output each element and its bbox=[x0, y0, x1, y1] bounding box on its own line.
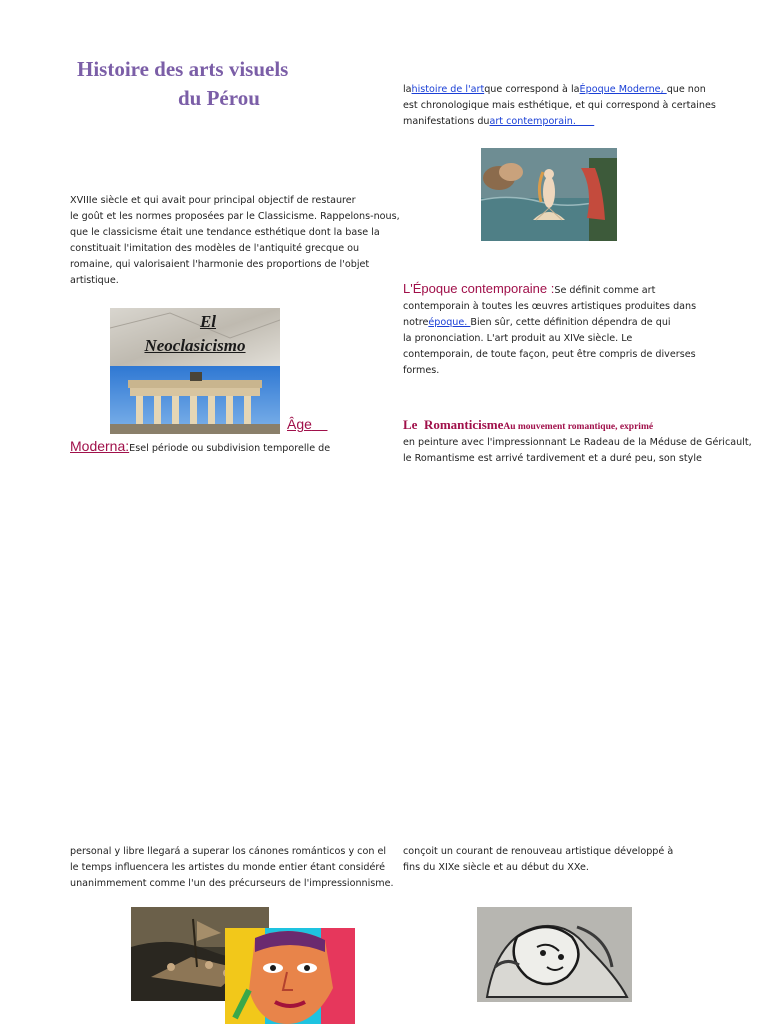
age-moderne-block bbox=[70, 436, 330, 457]
intro-line: le goût et les normes proposées par le Classicisme. Rappelons-nous, bbox=[70, 211, 400, 222]
contemporary-art-link[interactable]: art contemporain. bbox=[489, 116, 595, 127]
caption-line-2: Neoclasicismo bbox=[144, 336, 246, 355]
intro-line: que le classicisme était une tendance esthétique dont la base la bbox=[70, 227, 380, 238]
colorful-portrait-image bbox=[225, 928, 355, 1024]
romanticism-paragraph: Le RomanticismeAu mouvement romantique, exprimé en peinture avec l'impressionnant Le Radeau de la Méduse de Géricault, le Romantisme est arrivé tardivement et a duré peu, son style bbox=[403, 417, 752, 464]
romanticism-heading: Le Romanticisme bbox=[403, 417, 504, 432]
age-moderne-heading-part1: Âge bbox=[287, 416, 312, 432]
title-line-2: du Pérou bbox=[178, 86, 260, 110]
intro-line: romaine, qui valorisaient l'harmonie des proportions de l'objet bbox=[70, 259, 370, 270]
art-history-paragraph: lahistoire de l'artque correspond à laÉpoque Moderne, que non est chronologique mais esthétique, et qui correspond à certaines manifestations duart contemporain. bbox=[403, 84, 716, 127]
age-moderne-text: Esel période ou subdivision temporelle de bbox=[129, 443, 331, 454]
romanticism-subheading: Au mouvement romantique, exprimé bbox=[503, 422, 654, 432]
neoclassicism-image bbox=[110, 308, 280, 434]
bottom-right-paragraph: conçoit un courant de renouveau artistique développé à fins du XIXe siècle et au début du XXe. bbox=[403, 846, 674, 873]
bottom-left-paragraph: personal y libre llegará a superar los cánones románticos y con el le temps influencera les artistes du monde entier étant considéré unanimmement comme l'un des précurseurs de l'impressionnisme. bbox=[70, 846, 394, 889]
art-history-link[interactable]: histoire de l'art bbox=[411, 84, 485, 95]
contemporary-epoch-heading: L'Époque contemporaine : bbox=[403, 281, 555, 296]
page-title bbox=[77, 57, 288, 111]
intro-line: XVIIIe siècle et qui avait pour principal objectif de restaurer bbox=[70, 195, 356, 206]
cubist-sketch-image bbox=[477, 907, 632, 1002]
modern-age-link[interactable]: Époque Moderne, bbox=[579, 84, 667, 95]
intro-line: artistique. bbox=[70, 275, 119, 286]
age-moderne-heading-part2: Moderna: bbox=[70, 438, 130, 454]
birth-of-venus-image bbox=[481, 148, 617, 241]
cubist-drawing-illustration bbox=[477, 907, 632, 1002]
contemporary-epoch-paragraph: L'Époque contemporaine :Se définit comme art contemporain à toutes les œuvres artistiques produites dans notreépoque. Bien sûr, cette définition dépendra de qui la prononciation. L'art produit au XIVe siècle. Le contemporain, de toute façon, peut être compris de diverses formes. bbox=[403, 281, 697, 376]
pop-art-face-illustration bbox=[225, 928, 355, 1024]
intro-line: constituait l'imitation des modèles de l'antiquité grecque ou bbox=[70, 243, 360, 254]
intro-paragraph bbox=[70, 193, 400, 289]
caption-line-1: El bbox=[199, 312, 217, 331]
title-line-1: Histoire des arts visuels bbox=[77, 57, 289, 81]
epoch-link[interactable]: époque. bbox=[428, 317, 471, 328]
venus-painting-illustration bbox=[481, 148, 617, 241]
neoclassicism-caption bbox=[110, 310, 280, 358]
